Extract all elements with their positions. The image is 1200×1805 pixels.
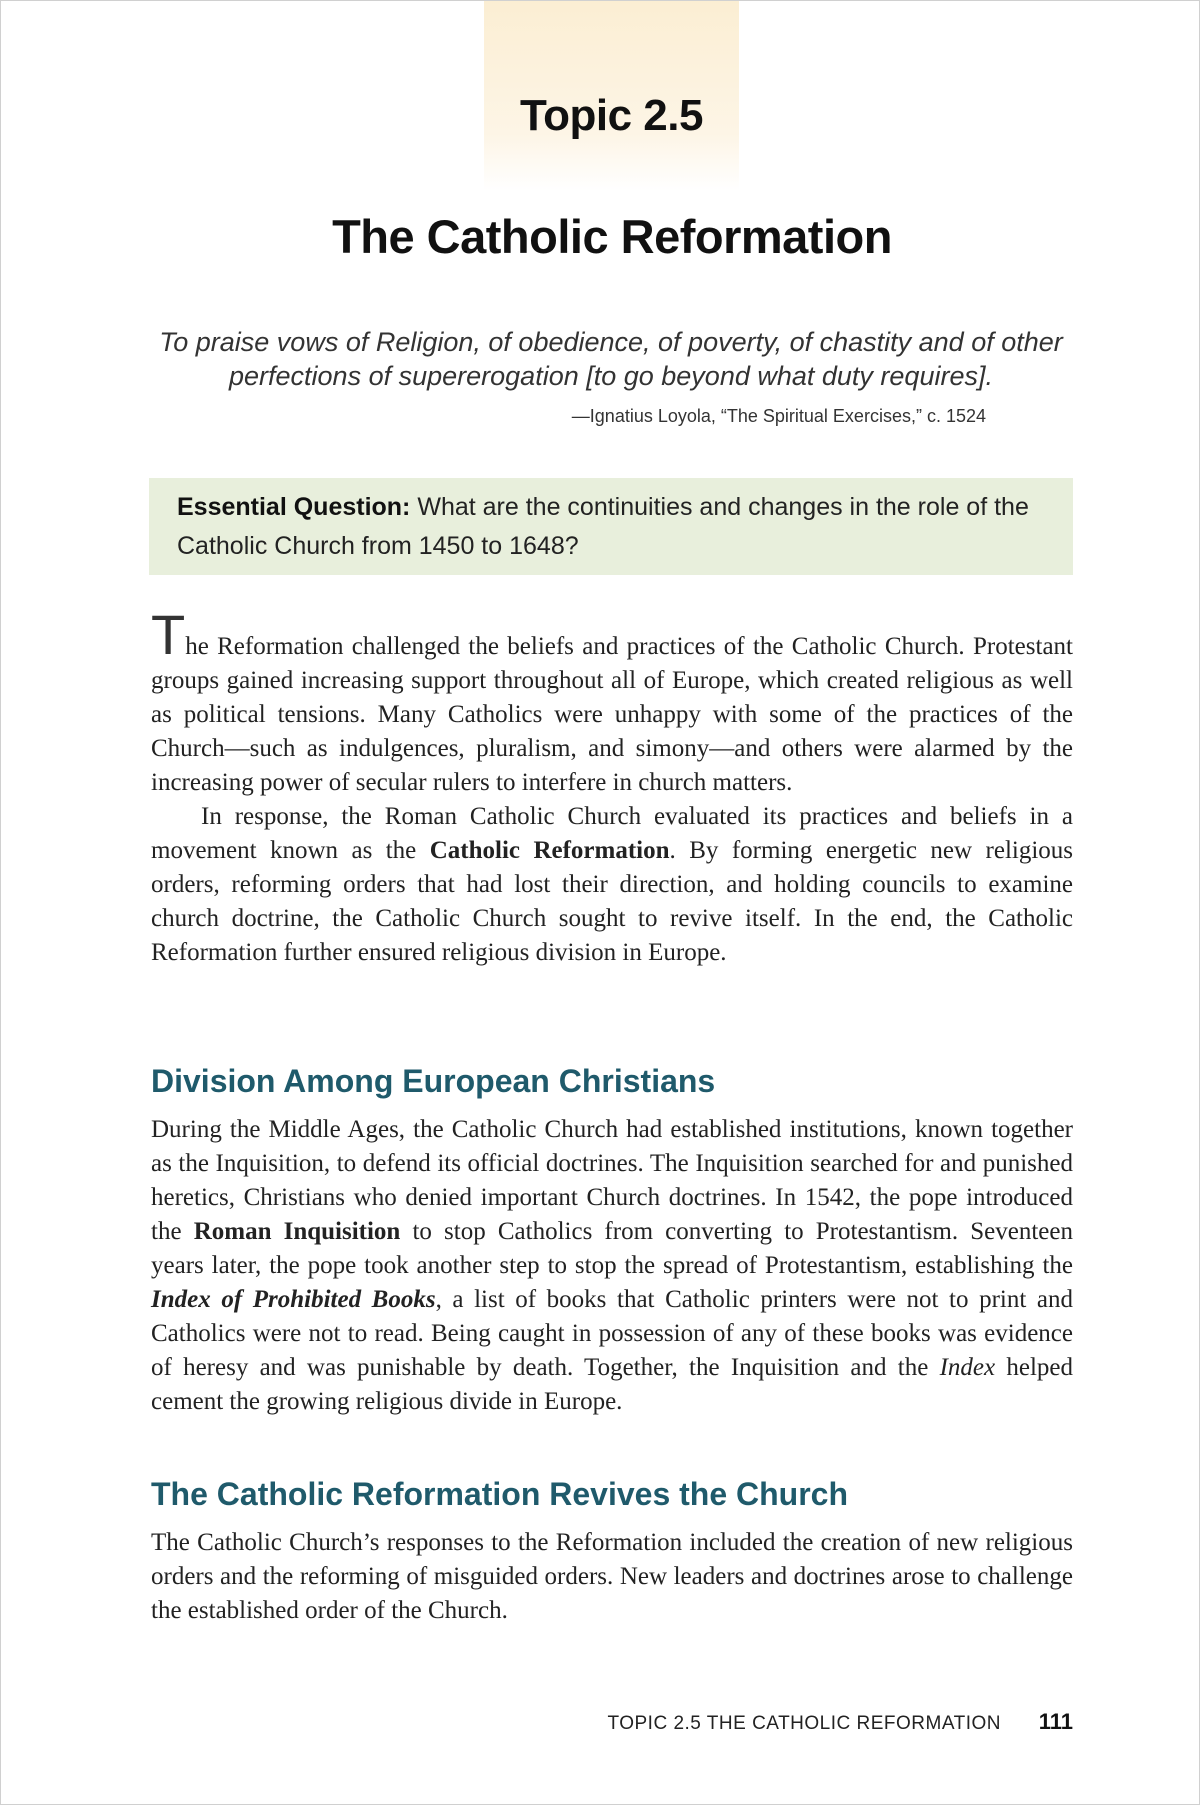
essential-question-text: What are the continuities and changes in the role of the Catholic Church from 1450 to 1648? [177, 493, 1029, 560]
chapter-title: The Catholic Reformation [332, 210, 892, 263]
section-division-paragraph [151, 1113, 1073, 1419]
running-footer-title: TOPIC 2.5 THE CATHOLIC REFORMATION [607, 1713, 1001, 1734]
essential-question-box [149, 478, 1073, 575]
intro-paragraph-2-text: In response, the Roman Catholic Church evaluated its practices and beliefs in a movement known as the [151, 803, 1073, 864]
section-heading-revives: The Catholic Reformation Revives the Church [151, 1476, 849, 1512]
essential-question-label: Essential Question: [177, 493, 411, 521]
intro-paragraph-2-text-end: . By forming energetic new religious orders, reforming orders that had lost their direction, and holding councils to examine church doctrine, the Catholic Church sought to revive itself. In the end, the Catholic Reformation further ensured religious division in Europe. [151, 837, 1074, 966]
page-number: 111 [1038, 1709, 1073, 1734]
section-revives-paragraph: The Catholic Church’s responses to the Reformation included the creation of new religious orders and the reforming of misguided orders. New leaders and doctrines arose to challenge the established order of the Church. [151, 1529, 1073, 1624]
term-index: Index [939, 1354, 996, 1381]
section-revives-body [151, 1526, 1073, 1628]
epigraph-attribution: —Ignatius Loyola, “The Spiritual Exercises,” c. 1524 [571, 406, 986, 426]
section-division-text-3: , a list of books that Catholic printers were not to print and Catholics were not to read. Being caught in possession of any of these books was evidence of heresy and was punishable by death. Together, the Inquisition and the [151, 1286, 1073, 1381]
topic-label: Topic 2.5 [520, 91, 703, 140]
epigraph-quote: To praise vows of Religion, of obedience, of poverty, of chastity and of other perfections of supererogation [to go beyond what duty requires]. [159, 327, 1063, 391]
drop-cap: T [151, 603, 186, 666]
key-term-index-of-prohibited-books: Index of Prohibited Books [151, 1286, 436, 1313]
intro-paragraph-1 [151, 603, 1073, 800]
section-division-text-4: helped cement the growing religious divide in Europe. [151, 1354, 1073, 1415]
key-term-catholic-reformation: Catholic Reformation [429, 837, 670, 864]
intro-paragraph-2 [151, 800, 1073, 970]
section-division-text-2: to stop Catholics from converting to Protestantism. Seventeen years later, the pope took another step to stop the spread of Protestantism, establishing the [151, 1218, 1073, 1279]
section-division-text-1: During the Middle Ages, the Catholic Church had established institutions, known together as the Inquisition, to defend its official doctrines. The Inquisition searched for and punished heretics, Christians who denied important Church doctrines. In 1542, the pope introduced the [151, 1116, 1073, 1245]
intro-section [151, 603, 1074, 970]
section-division-body [151, 1113, 1073, 1419]
key-term-roman-inquisition: Roman Inquisition [193, 1218, 401, 1245]
section-heading-division: Division Among European Christians [151, 1063, 716, 1099]
intro-paragraph-1-text: he Reformation challenged the beliefs and practices of the Catholic Church. Protestant groups gained increasing support throughout all of Europe, which created religious as well as political tensions. Many Catholics were unhappy with some of the practices of the Church—such as indulgences, pluralism, and simony—and others were alarmed by the increasing power of secular rulers to interfere in church matters. [151, 633, 1073, 796]
